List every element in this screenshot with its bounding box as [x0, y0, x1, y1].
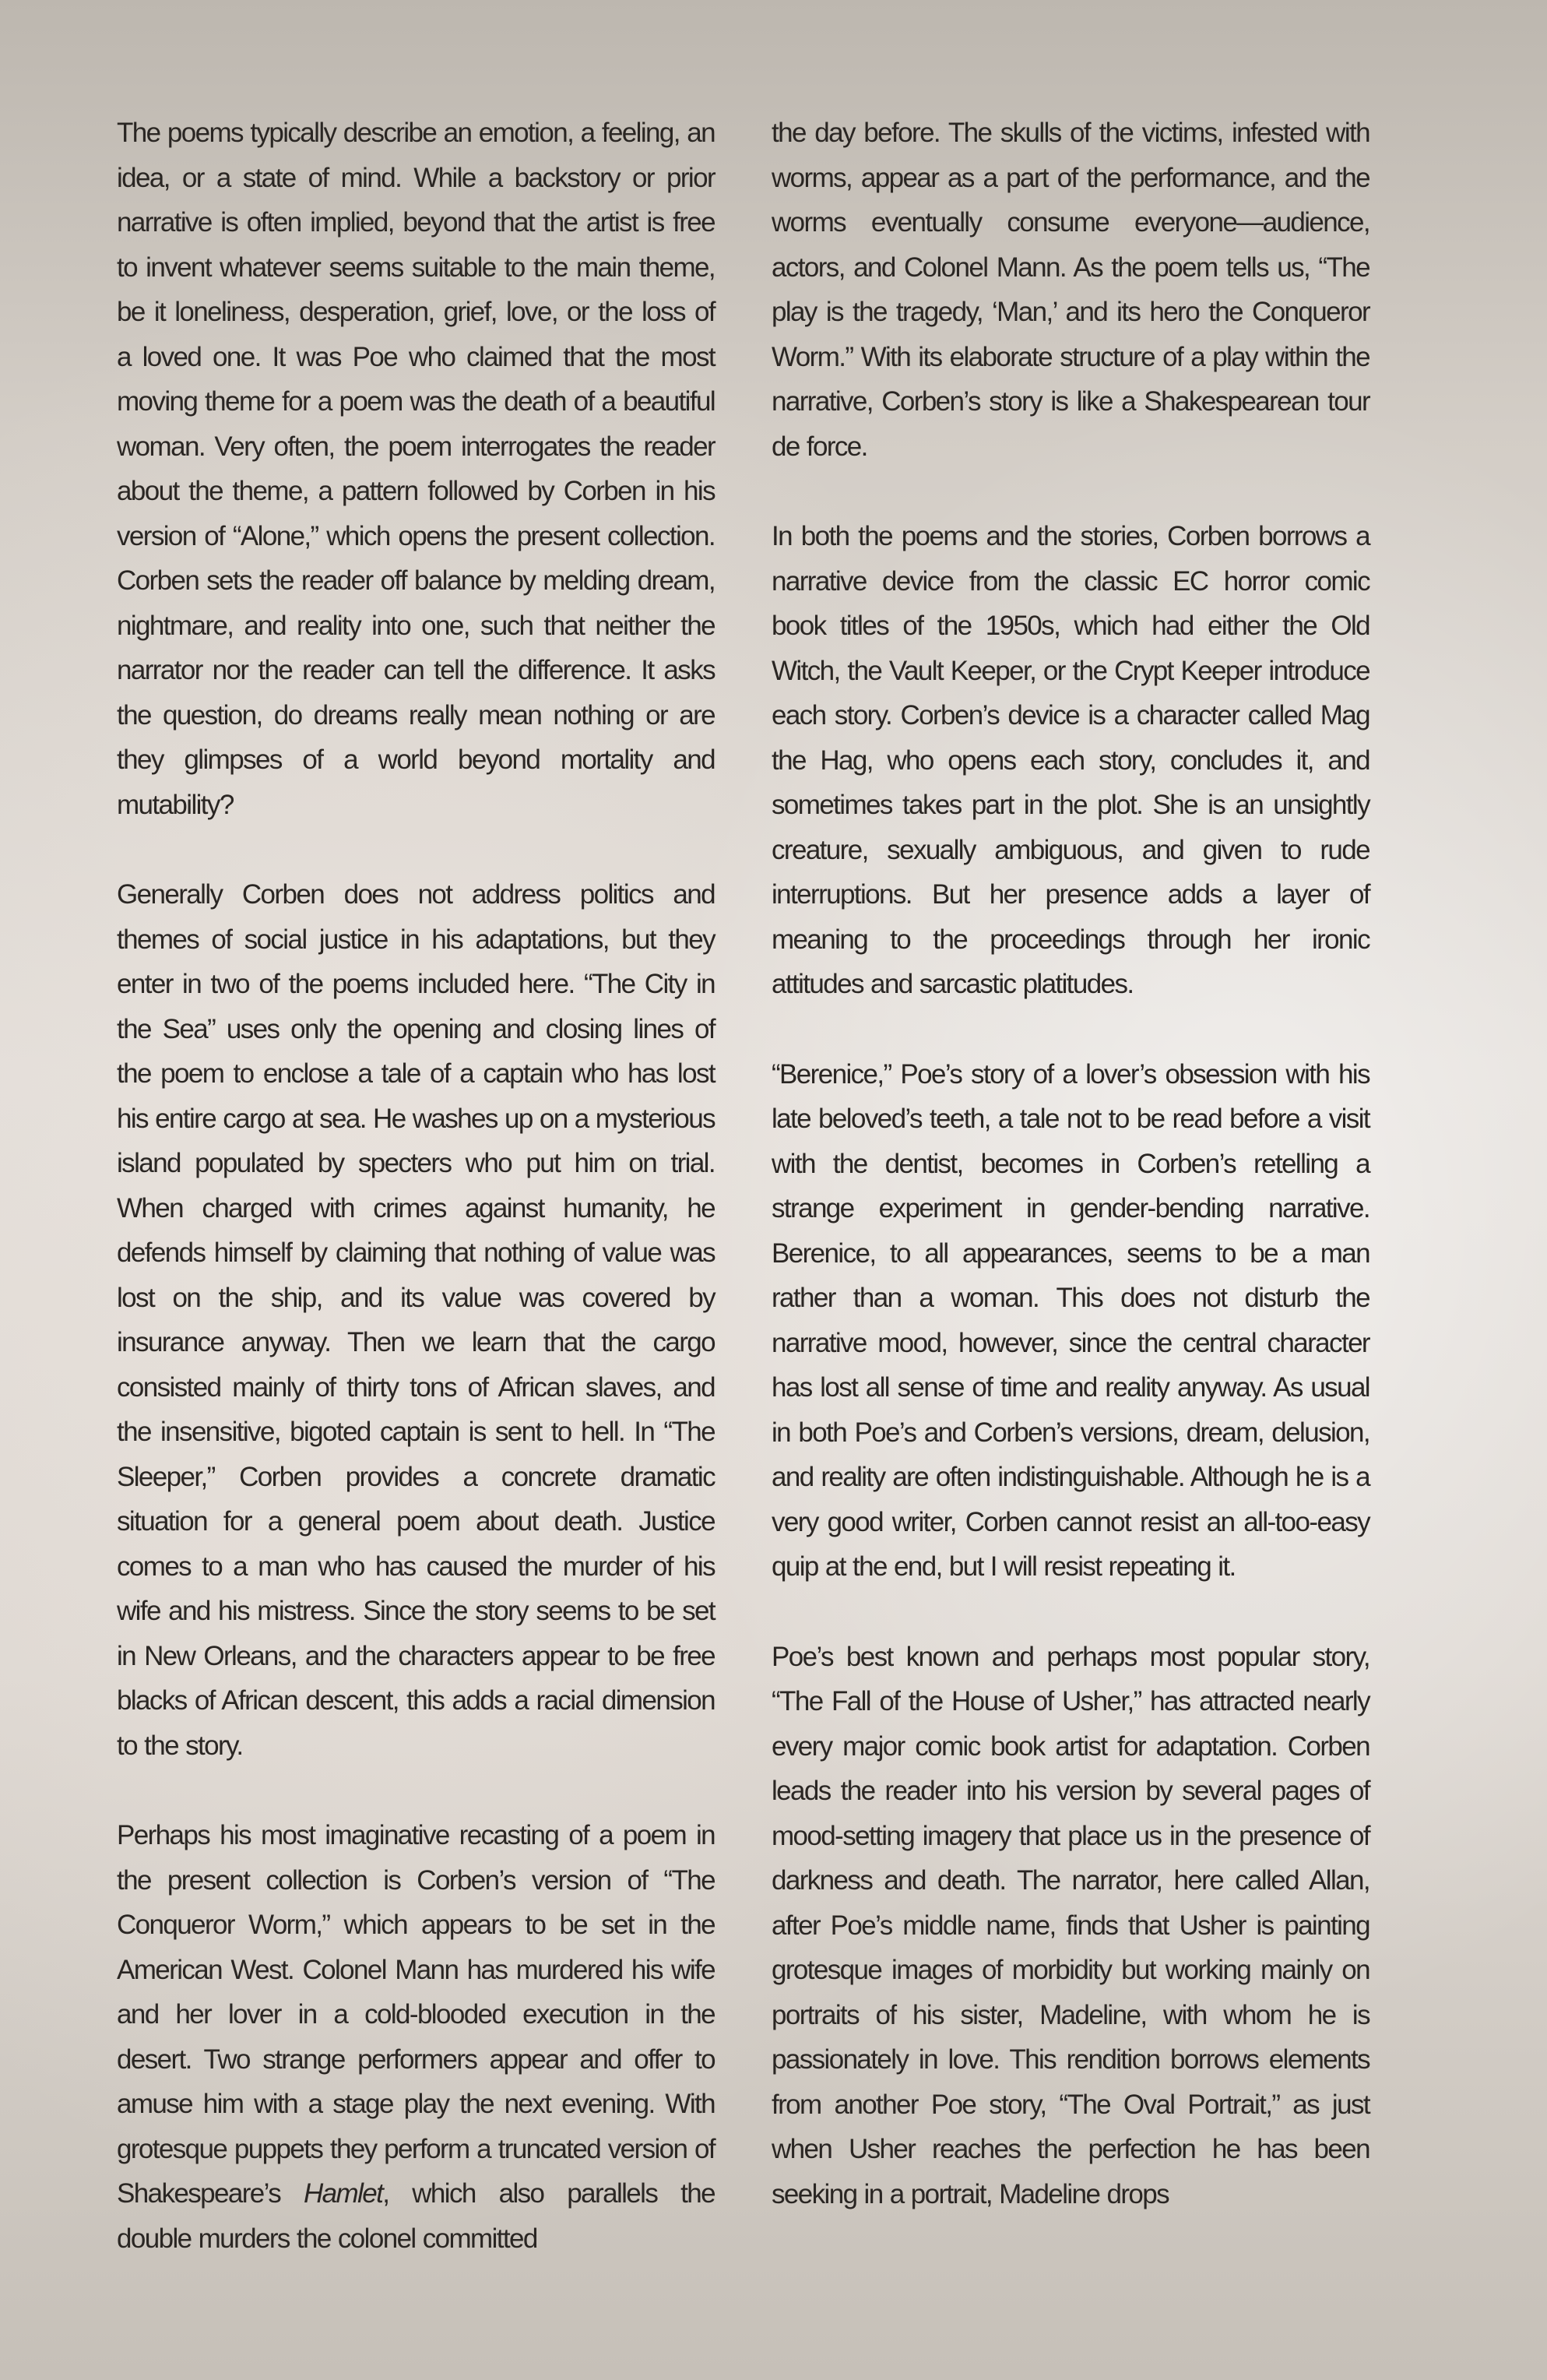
- paragraph-conqueror-worm-continued: the day before. The skulls of the victims, infested with worms, appear as a part of the performance, and the worms eventually consume everyone—audience, actors, and Colonel Mann. As the poem tells us, “The play is the tragedy, ‘Man,’ and its hero the Conqueror Worm.” With its elaborate structure of a play within the narrative, Corben’s story is like a Shakespearean tour de force.: [772, 118, 1369, 462]
- right-column: [772, 111, 1369, 2262]
- paragraph-conqueror-worm: [117, 1813, 715, 2261]
- paragraph-mag-the-hag: In both the poems and the stories, Corben borrows a narrative device from the classic EC horror comic book titles of the 1950s, which had either the Old Witch, the Vault Keeper, or the Crypt Keeper introduce each story. Corben’s device is a character called Mag the Hag, who opens each story, concludes it, and sometimes takes part in the plot. She is an unsightly creature, sexually ambiguous, and given to rude interruptions. But her presence adds a layer of meaning to the proceedings through her ironic attitudes and sarcastic platitudes.: [772, 521, 1369, 999]
- italic-title-hamlet: Hamlet: [303, 2178, 383, 2209]
- left-column: [117, 111, 715, 2306]
- paragraph-text: Perhaps his most imaginative recasting of a poem in the present collection is Corben’s version of “The Conqueror Worm,” which appears to be set in the American West. Colonel Mann has murdered his wife and her lover in a cold-blooded execution in the desert. Two strange performers appear and offer to amuse him with a stage play the next evening. With grotesque puppets they perform a truncated version of Shakespeare’s: [117, 1820, 715, 2209]
- paragraph-berenice: “Berenice,” Poe’s story of a lover’s obsession with his late beloved’s teeth, a tale not to be read before a visit with the dentist, becomes in Corben’s retelling a strange experiment in gender-bending narrative. Berenice, to all appearances, seems to be a man rather than a woman. This does not disturb the narrative mood, however, since the central character has lost all sense of time and reality anyway. As usual in both Poe’s and Corben’s versions, dream, delusion, and reality are often indistinguishable. Although he is a very good writer, Corben cannot resist an all-too-easy quip at the end, but I will resist repeating it.: [772, 1058, 1369, 1582]
- paragraph-text: , which also parallels the double murders the colonel committed: [117, 2178, 715, 2254]
- paragraph-alone: The poems typically describe an emotion, a feeling, an idea, or a state of mind. While a backstory or prior narrative is often implied, beyond that the artist is free to invent whatever seems suitable to the main theme, be it loneliness, desperation, grief, love, or the loss of a loved one. It was Poe who claimed that the most moving theme for a poem was the death of a beautiful woman. Very often, the poem interrogates the reader about the theme, a pattern followed by Corben in his version of “Alone,” which opens the present collection. Corben sets the reader off balance by melding dream, nightmare, and reality into one, such that neither the narrator nor the reader can tell the difference. It asks the question, do dreams really mean nothing or are they glimpses of a world beyond mortality and mutability?: [117, 118, 715, 820]
- paragraph-house-of-usher: Poe’s best known and perhaps most popular story, “The Fall of the House of Usher,” has attracted nearly every major comic book artist for adaptation. Corben leads the reader into his version by several pages of mood-setting imagery that place us in the presence of darkness and death. The narrator, here called Allan, after Poe’s middle name, finds that Usher is painting grotesque images of morbidity but working mainly on portraits of his sister, Madeline, with whom he is passionately in love. This rendition borrows elements from another Poe story, “The Oval Portrait,” as just when Usher reaches the perfection he has been seeking in a portrait, Madeline drops: [772, 1641, 1369, 2209]
- paragraph-social-justice: Generally Corben does not address politics and themes of social justice in his adaptations, but they enter in two of the poems included here. “The City in the Sea” uses only the opening and closing lines of the poem to enclose a tale of a captain who has lost his entire cargo at sea. He washes up on a mysterious island populated by specters who put him on trial. When charged with crimes against humanity, he defends himself by claiming that nothing of value was lost on the ship, and its value was covered by insurance anyway. Then we learn that the cargo consisted mainly of thirty tons of African slaves, and the insensitive, bigoted captain is sent to hell. In “The Sleeper,” Corben provides a concrete dramatic situation for a general poem about death. Justice comes to a man who has caused the murder of his wife and his mistress. Since the story seems to be set in New Orleans, and the characters appear to be free blacks of African descent, this adds a racial dimension to the story.: [117, 879, 715, 1761]
